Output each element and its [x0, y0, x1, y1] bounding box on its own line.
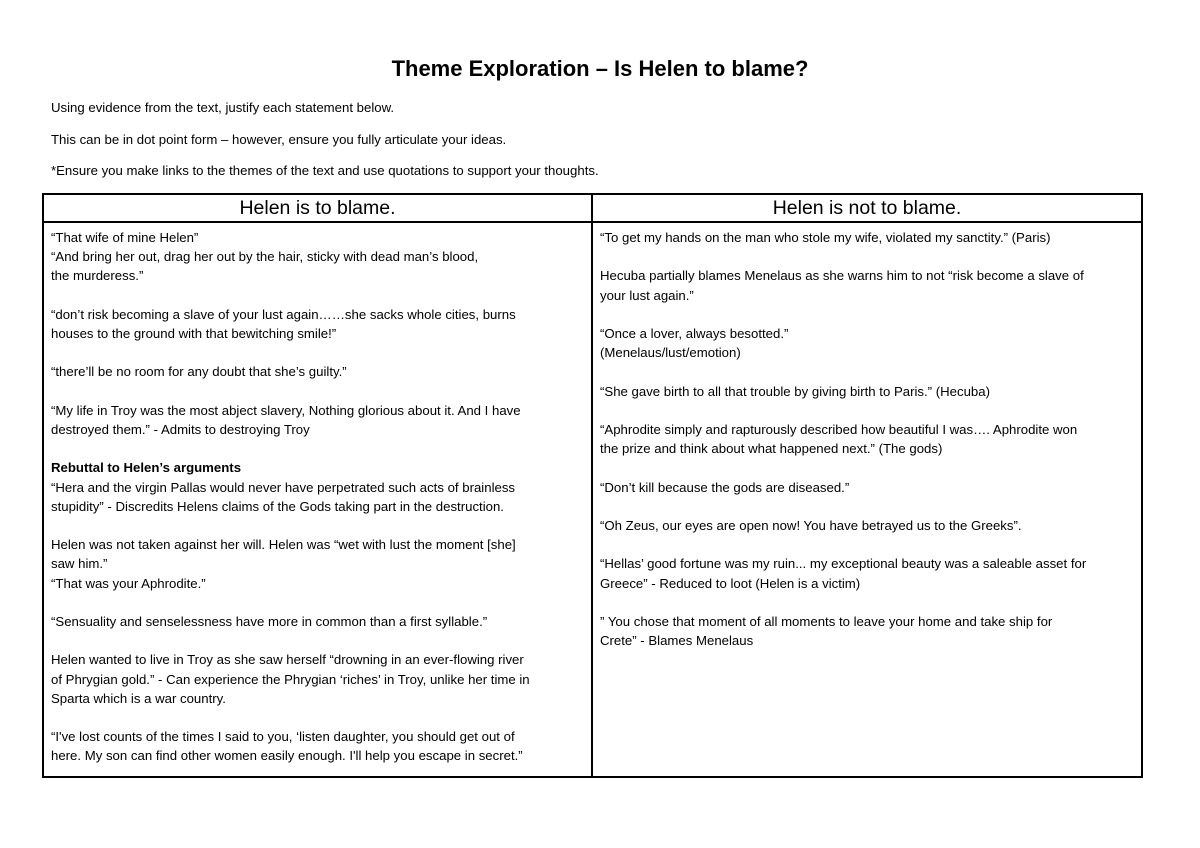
- evidence-paragraph: [600, 478, 1133, 497]
- evidence-line: “there’ll be no room for any doubt that she’s guilty.”: [51, 364, 347, 380]
- evidence-line: destroyed them.” - Admits to destroying Troy: [51, 421, 310, 437]
- evidence-line: “She gave birth to all that trouble by giving birth to Paris.” (Hecuba): [600, 383, 990, 399]
- evidence-paragraph: [51, 362, 583, 381]
- evidence-line: “Aphrodite simply and rapturously described how beautiful I was…. Aphrodite won: [600, 421, 1078, 437]
- evidence-paragraph: [600, 612, 1133, 650]
- header-helen-to-blame: Helen is to blame.: [43, 194, 592, 222]
- evidence-line: “Oh Zeus, our eyes are open now! You have betrayed us to the Greeks”.: [600, 517, 1022, 533]
- evidence-paragraph: [51, 228, 583, 286]
- evidence-line: “Once a lover, always besotted.”: [600, 325, 789, 341]
- evidence-line: “That was your Aphrodite.”: [51, 575, 206, 591]
- evidence-paragraph: [600, 554, 1133, 592]
- evidence-paragraph: [600, 266, 1133, 304]
- evidence-line: stupidity” - Discredits Helens claims of the Gods taking part in the destruction.: [51, 498, 504, 514]
- blame-table: [42, 193, 1143, 778]
- evidence-paragraph: [51, 650, 583, 708]
- evidence-line: Sparta which is a war country.: [51, 690, 226, 706]
- instruction-dot-points: This can be in dot point form – however, ensure you fully articulate your ideas.: [51, 132, 507, 147]
- evidence-paragraph: [600, 324, 1133, 362]
- evidence-line: “That wife of mine Helen”: [51, 230, 199, 245]
- table-row: [43, 222, 1142, 777]
- to-blame-column: [43, 222, 592, 777]
- evidence-paragraph: [600, 420, 1133, 458]
- evidence-paragraph: [600, 382, 1133, 401]
- evidence-line: Helen wanted to live in Troy as she saw herself “drowning in an ever-flowing river: [51, 652, 524, 668]
- evidence-line: the murderess.”: [51, 268, 144, 284]
- evidence-line: “To get my hands on the man who stole my wife, violated my sanctity.” (Paris): [600, 230, 1051, 245]
- evidence-paragraph: [600, 228, 1133, 247]
- rebuttal-heading: Rebuttal to Helen’s arguments: [51, 460, 242, 476]
- evidence-line: Hecuba partially blames Menelaus as she warns him to not “risk become a slave of: [600, 268, 1084, 284]
- evidence-line: your lust again.”: [600, 287, 694, 303]
- evidence-line: ” You chose that moment of all moments to leave your home and take ship for: [600, 613, 1053, 629]
- page-title: Theme Exploration – Is Helen to blame?: [391, 56, 809, 81]
- evidence-line: Helen was not taken against her will. Helen was “wet with lust the moment [she]: [51, 537, 516, 553]
- evidence-line: “And bring her out, drag her out by the hair, sticky with dead man’s blood,: [51, 249, 479, 265]
- evidence-line: “I've lost counts of the times I said to you, ‘listen daughter, you should get out of: [51, 729, 515, 745]
- evidence-line: saw him.”: [51, 556, 108, 572]
- not-to-blame-column: [592, 222, 1142, 777]
- evidence-line: of Phrygian gold.” - Can experience the Phrygian ‘riches’ in Troy, unlike her time in: [51, 671, 530, 687]
- header-helen-not-to-blame: Helen is not to blame.: [592, 194, 1142, 222]
- evidence-paragraph: [51, 612, 583, 631]
- evidence-paragraph: [51, 535, 583, 593]
- evidence-line: “My life in Troy was the most abject slavery, Nothing glorious about it. And I have: [51, 402, 521, 418]
- evidence-line: here. My son can find other women easily enough. I'll help you escape in secret.”: [51, 748, 523, 764]
- evidence-line: “Hera and the virgin Pallas would never have perpetrated such acts of brainless: [51, 479, 516, 495]
- evidence-line: Greece” - Reduced to loot (Helen is a victim): [600, 575, 861, 591]
- evidence-line: (Menelaus/lust/emotion): [600, 345, 741, 361]
- rebuttal-paragraph: [51, 458, 583, 516]
- evidence-paragraph: [51, 305, 583, 343]
- evidence-line: “don’t risk becoming a slave of your lust again……she sacks whole cities, burns: [51, 306, 516, 322]
- instruction-evidence: Using evidence from the text, justify each statement below.: [51, 100, 395, 115]
- evidence-line: the prize and think about what happened next.” (The gods): [600, 441, 943, 457]
- table-header-row: [43, 194, 1142, 222]
- evidence-line: houses to the ground with that bewitching smile!”: [51, 326, 337, 341]
- evidence-paragraph: [51, 727, 583, 765]
- evidence-line: Crete” - Blames Menelaus: [600, 633, 754, 649]
- evidence-paragraph: [51, 401, 583, 439]
- instruction-themes-quotes: *Ensure you make links to the themes of the text and use quotations to support your thoughts.: [51, 163, 599, 178]
- evidence-line: “Don’t kill because the gods are diseased.”: [600, 479, 850, 495]
- evidence-paragraph: [600, 516, 1133, 535]
- evidence-line: “Hellas’ good fortune was my ruin... my exceptional beauty was a saleable asset for: [600, 556, 1087, 572]
- evidence-line: “Sensuality and senselessness have more in common than a first syllable.”: [51, 613, 488, 629]
